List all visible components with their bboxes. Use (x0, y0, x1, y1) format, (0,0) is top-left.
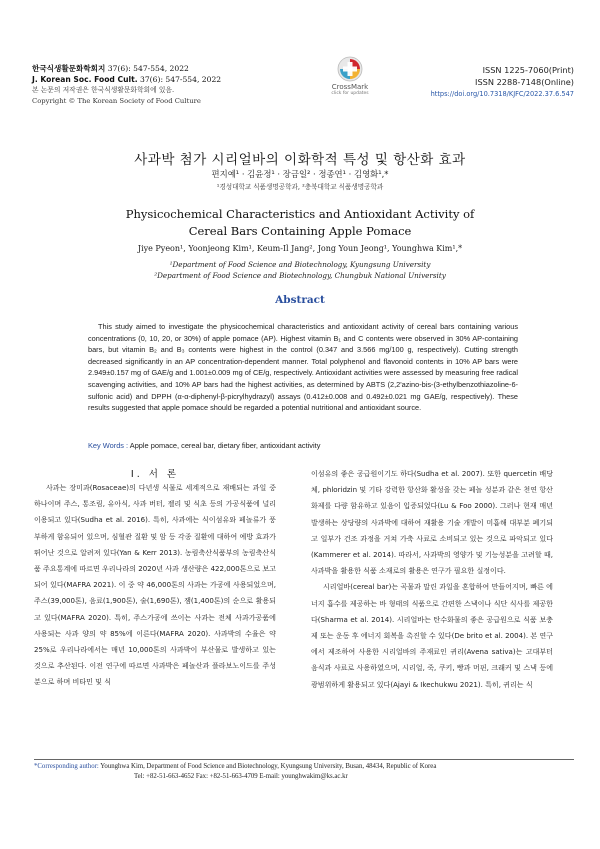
keywords (88, 441, 518, 450)
title-english-line-2: Cereal Bars Containing Apple Pomace (188, 224, 412, 238)
authors-korean: 편지예¹ · 김윤정¹ · 장금일² · 정종연¹ · 김영화¹,* (211, 169, 389, 179)
crossmark-label: CrossMark (331, 83, 369, 91)
title-korean: 사과박 첨가 시리얼바의 이화학적 특성 및 항산화 효과 (134, 152, 466, 168)
issn-print: ISSN 1225-7060(Print) (482, 65, 574, 75)
abstract-text: This study aimed to investigate the physicochemical characteristics and antioxidant activity of cereal bars containing various concentrations (0, 10, 20, or 30%) of apple pomace (AP). Highest vitamin B₁ and C contents were observed in 30% AP-containing bars, but vitamin B₂ and B₃ contents were highest in the control (0.347 and 3.566 mg/100 g, respectively). Cutting strength decreased significantly in an AP concentration-dependent manner. Total polyphenol and flavonoid contents in 10% AP bars were 2.949±0.157 mg of GAE/g and 1.001±0.009 mg of CE/g, respectively. Antioxidant activities were assessed by measuring free radical scavenging activities, and 10% AP bars had the highest activities, as determined by ABTS (2,2'azino-bis-(3-ethylbenzothiazoline-6-sulfonic acid) and DPPH (α-α-diphenyl-β-picrylhydrazyl) assays (0.412±0.008 and 0.492±0.021 mg GAE/g, respectively). These results suggested that apple pomace should be regarded a potential nutritional and antioxidant source. (88, 322, 518, 413)
keywords-label: Key Words : (88, 441, 129, 450)
journal-header (32, 64, 292, 106)
journal-name-en: J. Korean Soc. Food Cult. 37(6): 547-554, 2022 (32, 74, 222, 84)
copyright-notice-ko: 본 논문의 저작권은 한국식생활문화학회에 있음. (32, 86, 175, 94)
issn-block (374, 64, 574, 100)
affiliation-2: ²Department of Food Science and Biotechnology, Chungbuk National University (154, 271, 446, 280)
crossmark-sub: click for updates (331, 91, 369, 96)
abstract-heading: Abstract (275, 294, 325, 306)
authors-english: Jiye Pyeon¹, Yoonjeong Kim¹, Keum-Il Jang², Jong Youn Jeong¹, Younghwa Kim¹,* (137, 244, 463, 253)
affiliations-english (0, 259, 600, 281)
doi-link[interactable]: https://doi.org/10.7318/KJFC/2022.37.6.547 (430, 90, 574, 98)
corresponding-author-footnote (34, 759, 574, 782)
paragraph: 사과는 장미과(Rosaceae)의 다년생 식물로 세계적으로 재배되는 과일 중 하나이며 주스, 통조림, 유아식, 사과 버터, 젤리 및 식초 등의 가공식품에 널리 이용되고 있다(Sudha et al. 2016). 특히, 사과에는 식이섬유와 페놀류가 풍부하게 함유되어 있으며, 심혈관 질환 및 암 등 각종 질환에 대하여 예방 효과가 뛰어난 것으로 알려져 있다(Yan & Kerr 2013). 농림축산식품부의 농림축산식품 주요통계에 따르면 우리나라의 2020년 사과 생산량은 422,000톤으로 보고되어 있다(MAFRA 2021). 이 중 약 46,000톤의 사과는 가공에 사용되었으며, 주스(39,000톤), 음료(1,900톤), 술(1,690톤), 잼(1,400톤)의 순으로 활용되고 있다(MAFRA 2020). 특히, 주스가공에 쓰이는 사과는 전체 사과가공품에 사용되는 사과 양의 약 85%에 이른다(MAFRA 2020). 사과박의 수율은 약 25%로 우리나라에서는 매년 10,000톤의 사과박이 부산물로 발생하고 있는 것으로 추산된다. 이전 연구에 따르면 사과박은 페놀산과 플라보노이드를 주성분으로 하며 비타민 및 식 (34, 483, 276, 687)
footnote-line-1: Younghwa Kim, Department of Food Science and Biotechnology, Kyungsung University, Busan, 48434, Republic of Korea (98, 763, 437, 770)
copyright-notice-en: Copyright © The Korean Society of Food Culture (32, 96, 201, 105)
keywords-list: Apple pomace, cereal bar, dietary fiber, antioxidant activity (128, 441, 321, 450)
affiliations-korean: ¹경성대학교 식품생명공학과, ²충북대학교 식품생명공학과 (216, 183, 384, 191)
issn-online: ISSN 2288-7148(Online) (475, 77, 574, 87)
affiliation-1: ¹Department of Food Science and Biotechnology, Kyungsung University (169, 260, 431, 269)
paragraph: 이섬유의 좋은 공급원이기도 하다(Sudha et al. 2007). 또한 quercetin 배당체, phloridzin 및 기타 강력한 항산화 활성을 갖는 페놀 성분과 같은 천연 항산화제를 다량 함유하고 있음이 입증되었다(Lu & Foo 2000). 그러나 현재 매년 발생하는 상당량의 사과박에 대하여 재활용 기술 개발이 미흡해 대부분 폐기되고 일부가 건조 과정을 거쳐 가축 사료로 소비되고 있는 것으로 파악되고 있다(Kammerer et al. 2014). 따라서, 사과박의 영양가 및 기능성분을 고려할 때, 사과박을 활용한 식품 소재로의 활용은 연구가 필요한 실정이다. (311, 469, 553, 576)
body-column-left (34, 480, 276, 691)
crossmark-badge[interactable] (325, 56, 375, 96)
crossmark-icon (337, 56, 363, 82)
title-english (0, 206, 600, 240)
footnote-label: *Corresponding author: (34, 763, 99, 770)
body-column-right (311, 466, 553, 693)
section-heading-introduction: Ⅰ. 서 론 (130, 469, 180, 480)
title-english-line-1: Physicochemical Characteristics and Antioxidant Activity of (125, 207, 475, 221)
journal-name-ko: 한국식생활문화학회지 37(6): 547-554, 2022 (32, 64, 189, 73)
paragraph: 시리얼바(cereal bar)는 곡물과 말린 과일을 혼합하여 만들어지며, 빠른 에너지 흡수를 제공하는 바 형태의 식품으로 간편한 스낵이나 식단 식사를 제공한다(Sharma et al. 2014). 시리얼바는 탄수화물의 좋은 공급원으로 식품 보충제 또는 운동 후 에너지 회복을 촉진할 수 있다(De brito et al. 2004). 본 연구에서 제조하여 사용한 시리얼바의 주재료인 귀리(Avena sativa)는 고대부터 음식과 사료로 사용하였으며, 시리얼, 죽, 쿠키, 빵과 머핀, 크래커 및 스낵 등에 광범위하게 활용되고 있다(Ajayi & Ikechukwu 2021). 특히, 귀리는 식 (311, 582, 553, 689)
footnote-line-2: Tel: +82-51-663-4652 Fax: +82-51-663-4709 E-mail: younghwakim@ks.ac.kr (134, 773, 348, 780)
